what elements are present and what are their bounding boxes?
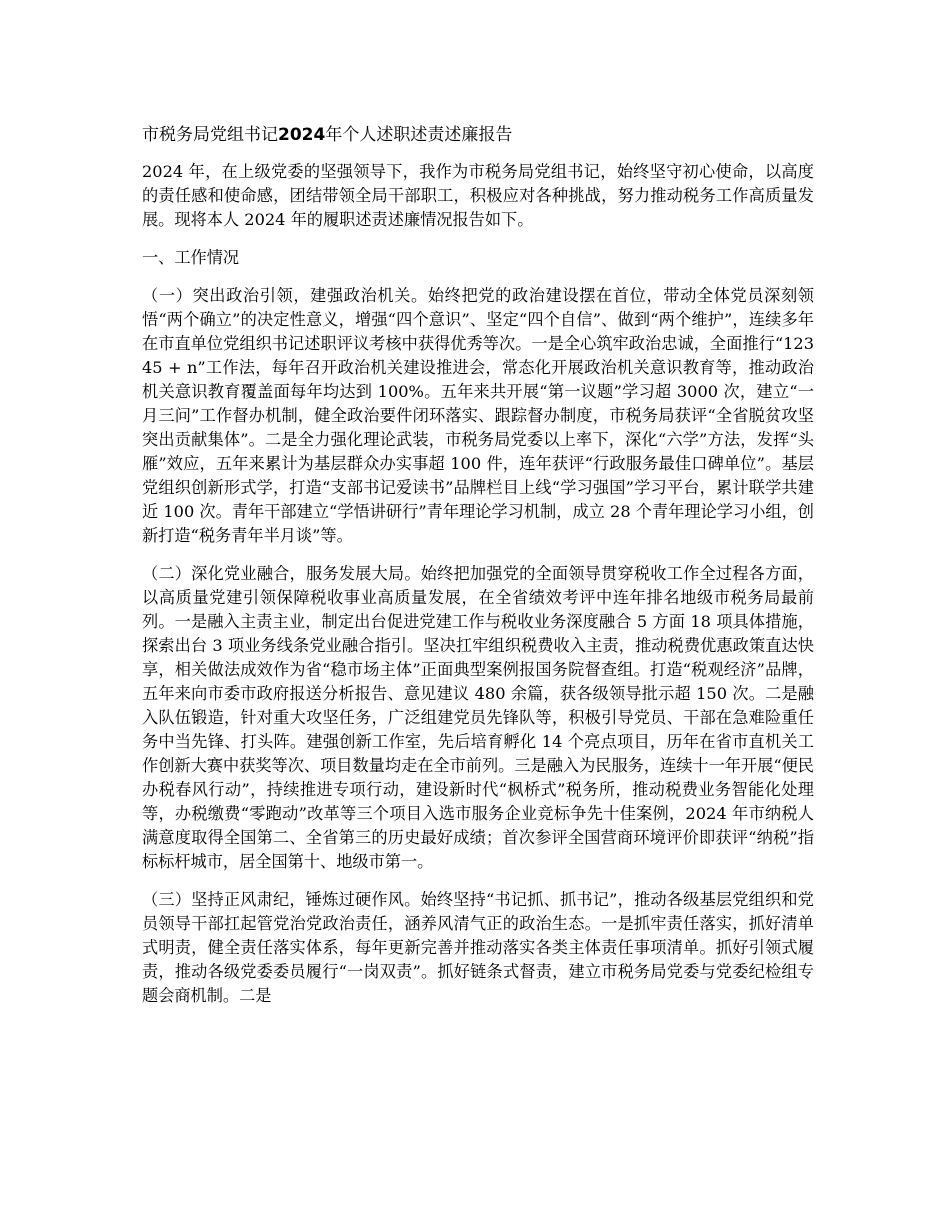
section-heading-work: 一、工作情况 bbox=[142, 248, 240, 267]
intro-paragraph: 2024 年，在上级党委的坚强领导下，我作为市税务局党组书记，始终坚守初心使命，以高度的责任感和使命感，团结带领全局干部职工，积极应对各种挑战，努力推动税务工作高质量发展。现将本人 2024 年的履职述责述廉情况报告如下。 bbox=[142, 162, 814, 229]
title-prefix: 市税务局党组书记 bbox=[142, 125, 278, 145]
document-page bbox=[142, 124, 814, 1022]
title-suffix: 年个人述职述责述廉报告 bbox=[325, 125, 513, 145]
paragraph-political-leadership: （一）突出政治引领，建强政治机关。始终把党的政治建设摆在首位，带动全体党员深刻领悟“两个确立”的决定性意义，增强“四个意识”、坚定“四个自信”、做到“两个维护”，连续多年在市直单位党组织书记述职评议考核中获得优秀等次。一是全心筑牢政治忠诚，全面推行“12345 + n”工作法，每年召开政治机关建设推进会，常态化开展政治机关意识教育等，推动政治机关意识教育覆盖面每年均达到 100%。五年来共开展“第一议题”学习超 3000 次，建立“一月三问”工作督办机制，健全政治要件闭环落实、跟踪督办制度，市税务局获评“全省脱贫攻坚突出贡献集体”。二是全力强化理论武装，市税务局党委以上率下，深化“六学”方法，发挥“头雁”效应，五年来累计为基层群众办实事超 100 件，连年获评“行政服务最佳口碑单位”。基层党组织创新形式学，打造“支部书记爱读书”品牌栏目上线“学习强国”学习平台，累计联学共建近 100 次。青年干部建立“学悟讲研行”青年理论学习机制，成立 28 个青年理论学习小组，创新打造“税务青年半月谈”等。 bbox=[142, 286, 814, 545]
title-year: 2024 bbox=[278, 125, 326, 145]
paragraph-discipline-style: （三）坚持正风肃纪，锤炼过硬作风。始终坚持“书记抓、抓书记”，推动各级基层党组织和党员领导干部扛起管党治党政治责任，涵养风清气正的政治生态。一是抓牢责任落实，抓好清单式明责，健全责任落实体系，每年更新完善并推动落实各类主体责任事项清单。抓好引领式履责，推动各级党委委员履行“一岗双责”。抓好链条式督责，建立市税务局党委与党委纪检组专题会商机制。二是 bbox=[142, 890, 814, 1005]
document-title bbox=[142, 124, 814, 147]
paragraph-party-business-integration: （二）深化党业融合，服务发展大局。始终把加强党的全面领导贯穿税收工作全过程各方面，以高质量党建引领保障税收事业高质量发展，在全省绩效考评中连年排名地级市税务局最前列。一是融入主责主业，制定出台促进党建工作与税收业务深度融合 5 方面 18 项具体措施，探索出台 3 项业务线条党业融合指引。坚决扛牢组织税费收入主责，推动税费优惠政策直达快享，相关做法成效作为省“稳市场主体”正面典型案例报国务院督查组。打造“税观经济”品牌，五年来向市委市政府报送分析报告、意见建议 480 余篇，获各级领导批示超 150 次。二是融入队伍锻造，针对重大攻坚任务，广泛组建党员先锋队等，积极引导党员、干部在急难险重任务中当先锋、打头阵。建强创新工作室，先后培育孵化 14 个亮点项目，历年在省市直机关工作创新大赛中获奖等次、项目数量均走在全市前列。三是融入为民服务，连续十一年开展“便民办税春风行动”，持续推进专项行动，建设新时代“枫桥式”税务所，推动税费业务智能化处理等，办税缴费“零跑动”改革等三个项目入选市服务企业竞标争先十佳案例，2024 年市纳税人满意度取得全国第二、全省第三的历史最好成绩；首次参评全国营商环境评价即获评“纳税”指标标杆城市，居全国第十、地级市第一。 bbox=[142, 564, 814, 871]
